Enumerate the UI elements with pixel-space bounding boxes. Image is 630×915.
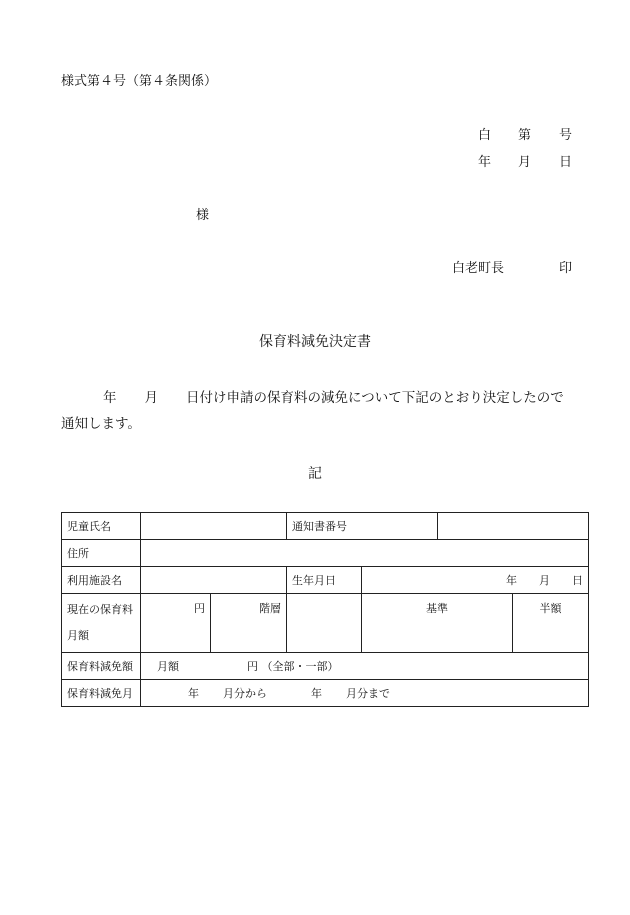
- form-number: 様式第４号（第４条関係）: [61, 74, 218, 89]
- current-fee-label: [62, 594, 141, 653]
- body-year: 年: [103, 390, 117, 406]
- date-day: 日: [559, 155, 573, 170]
- current-fee-label-1: 現在の保育料: [67, 603, 133, 616]
- body-month: 月: [144, 390, 158, 406]
- current-fee-yen: 円: [194, 602, 205, 615]
- reduction-yen-scope: 円 （全部・一部）: [247, 660, 339, 673]
- ref-dai: 第: [518, 128, 532, 143]
- reduction-month-label: 保育料減免月: [62, 680, 141, 707]
- document-title: 保育料減免決定書: [259, 334, 371, 350]
- table-row: [62, 653, 589, 680]
- date-month: 月: [518, 155, 532, 170]
- date-year: 年: [478, 155, 492, 170]
- birthdate-label: 生年月日: [287, 567, 362, 594]
- table-row: [62, 680, 589, 707]
- notice-number-field[interactable]: [438, 513, 589, 540]
- issuer-name: 白老町長: [452, 261, 505, 276]
- current-fee-label-2: 月額: [67, 629, 89, 642]
- child-name-field[interactable]: [141, 513, 287, 540]
- table-row: [62, 513, 589, 540]
- birth-month: 月: [539, 574, 550, 587]
- table-row: [62, 594, 589, 653]
- body-paragraph: [61, 385, 571, 437]
- reduction-amount-label: 保育料減免額: [62, 653, 141, 680]
- issuer-seal: 印: [559, 261, 573, 276]
- birthdate-field[interactable]: [362, 567, 589, 594]
- reduction-month-field[interactable]: [141, 680, 589, 707]
- facility-label: 利用施設名: [62, 567, 141, 594]
- ki-heading: 記: [308, 466, 322, 482]
- form-table: [61, 512, 589, 707]
- reduction-amount-field[interactable]: [141, 653, 589, 680]
- address-label: 住所: [62, 540, 141, 567]
- birth-day: 日: [572, 574, 583, 587]
- from-year: 年: [188, 687, 199, 700]
- standard-label: 基準: [362, 594, 513, 653]
- body-text: 日付け申請の保育料の減免について下記のとおり決定したので通知します。: [61, 390, 564, 432]
- current-fee-field[interactable]: [141, 594, 211, 653]
- half-label: 半額: [513, 594, 589, 653]
- tier-label: 階層: [211, 594, 287, 653]
- ref-prefix: 白: [478, 128, 492, 143]
- facility-field[interactable]: [141, 567, 287, 594]
- address-field[interactable]: [141, 540, 589, 567]
- tier-field[interactable]: [287, 594, 362, 653]
- child-name-label: 児童氏名: [62, 513, 141, 540]
- birth-year: 年: [506, 574, 517, 587]
- to-month: 月分まで: [346, 687, 390, 700]
- reduction-monthly: 月額: [157, 660, 179, 673]
- recipient-honorific: 様: [196, 208, 210, 223]
- notice-number-label: 通知書番号: [287, 513, 438, 540]
- to-year: 年: [311, 687, 322, 700]
- table-row: [62, 540, 589, 567]
- from-month: 月分から: [223, 687, 267, 700]
- table-row: [62, 567, 589, 594]
- ref-go: 号: [559, 128, 573, 143]
